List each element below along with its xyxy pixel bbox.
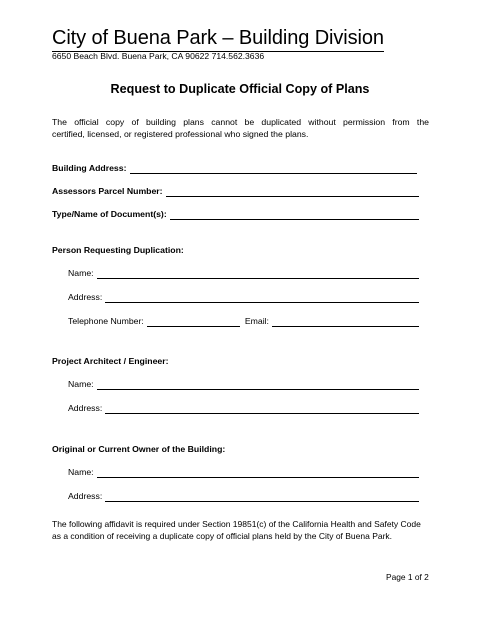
requester-address-label: Address: (68, 292, 103, 302)
intro-line-2: certified, licensed, or registered professional who signed the plans. (52, 128, 309, 139)
form-title: Request to Duplicate Official Copy of Plans (110, 82, 370, 96)
owner-address-label: Address: (68, 491, 103, 501)
requester-phone-field[interactable] (147, 316, 240, 327)
architect-address-field[interactable] (105, 403, 419, 414)
parcel-number-label: Assessors Parcel Number: (52, 186, 163, 196)
parcel-number-row (52, 186, 419, 197)
document-type-row (52, 209, 419, 220)
architect-name-label: Name: (68, 379, 94, 389)
division-title: City of Buena Park – Building Division (52, 26, 384, 52)
owner-name-label: Name: (68, 467, 94, 477)
owner-address-field[interactable] (105, 491, 419, 502)
requester-address-field[interactable] (105, 292, 419, 303)
requester-phone-label: Telephone Number: (68, 316, 144, 326)
intro-paragraph (52, 117, 429, 140)
document-type-field[interactable] (170, 209, 419, 220)
requester-name-label: Name: (68, 268, 94, 278)
requester-email-label: Email: (244, 316, 269, 326)
architect-name-row (68, 379, 419, 390)
requester-email-field[interactable] (272, 316, 419, 327)
division-address: 6650 Beach Blvd. Buena Park, CA 90622 714.562.3636 (52, 51, 265, 61)
architect-heading: Project Architect / Engineer: (52, 356, 169, 366)
owner-name-row (68, 467, 419, 478)
requester-contact-row (68, 316, 419, 327)
parcel-number-field[interactable] (166, 186, 419, 197)
page-indicator: Page 1 of 2 (386, 572, 429, 582)
architect-address-row (68, 403, 419, 414)
document-type-label: Type/Name of Document(s): (52, 209, 167, 219)
building-address-field[interactable] (130, 163, 418, 174)
owner-address-row (68, 491, 419, 502)
owner-heading: Original or Current Owner of the Building: (52, 444, 226, 454)
intro-line-1: The official copy of building plans cannot be duplicated without permission from the (52, 117, 429, 127)
affidavit-notice: The following affidavit is required under Section 19851(c) of the California Health and Safety Code as a condition of receiving a duplicate copy of official plans held by the City of Buena Park. (52, 519, 421, 541)
architect-name-field[interactable] (97, 379, 419, 390)
requester-name-field[interactable] (97, 268, 419, 279)
building-address-row (52, 163, 417, 174)
building-address-label: Building Address: (52, 163, 127, 173)
architect-address-label: Address: (68, 403, 103, 413)
requester-heading: Person Requesting Duplication: (52, 245, 184, 255)
requester-name-row (68, 268, 419, 279)
requester-address-row (68, 292, 419, 303)
owner-name-field[interactable] (97, 467, 419, 478)
